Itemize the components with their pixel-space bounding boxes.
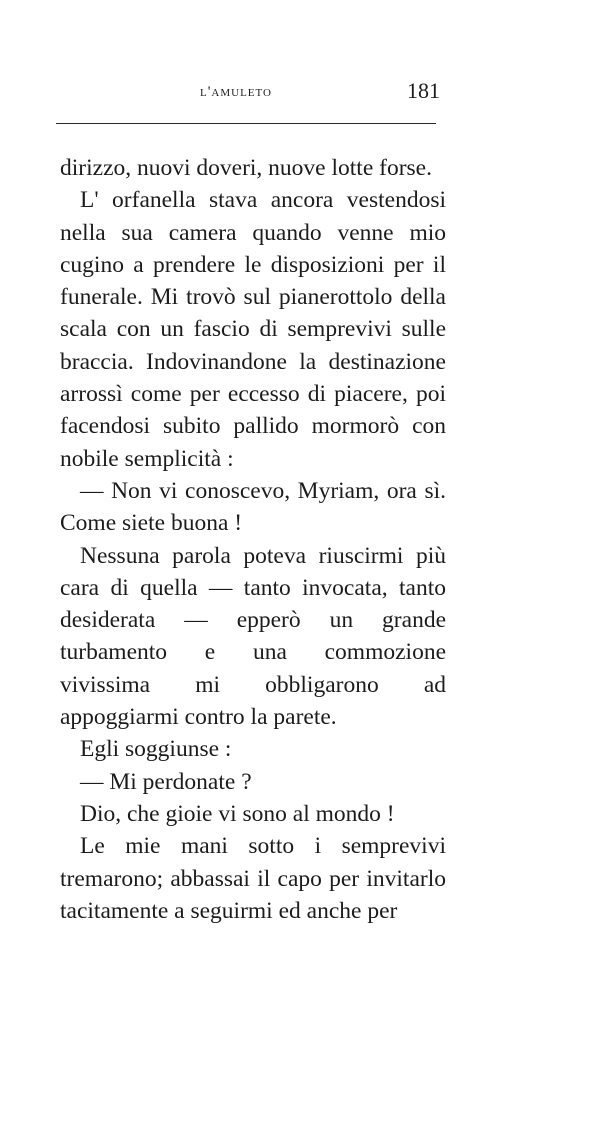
paragraph: L' orfanella stava ancora vestendosi nella sua camera quando venne mio cugino a prendere le disposizioni per il funerale. Mi trovò sul pianerottolo della scala con un fascio di semprevivi sulle braccia. Indovinandone la destinazione arrossì come per eccesso di piacere, poi facendosi subito pallido mormorò con nobile semplicità : — [60, 187, 446, 472]
dialogue-line: — Non vi conoscevo, Myriam, ora sì. Come siete buona ! — [60, 477, 446, 537]
paragraph: Dio, che gioie vi sono al mondo ! — [80, 800, 395, 827]
page-number: 181 — [407, 78, 440, 103]
running-head — [60, 76, 446, 106]
paragraph: Le mie mani sotto i semprevivi tremarono; abbassai il capo per invitarlo tacitamente a seguirmi ed anche per — [60, 833, 446, 924]
paragraph-continuation: dirizzo, nuovi doveri, nuove lotte forse. — [60, 155, 432, 181]
paragraph: Egli soggiunse : — [80, 736, 232, 763]
running-title: l'amuleto — [200, 84, 272, 100]
header-rule — [56, 123, 436, 124]
dialogue-line: — Mi perdonate ? — [80, 768, 252, 795]
body-text — [60, 152, 446, 927]
paragraph: Nessuna parola poteva riuscirmi più cara di quella — tanto invocata, tanto desiderata — epperò un grande turbamento e una commozione vivissima mi obbligarono ad appoggiarmi contro la parete. — [60, 542, 446, 731]
